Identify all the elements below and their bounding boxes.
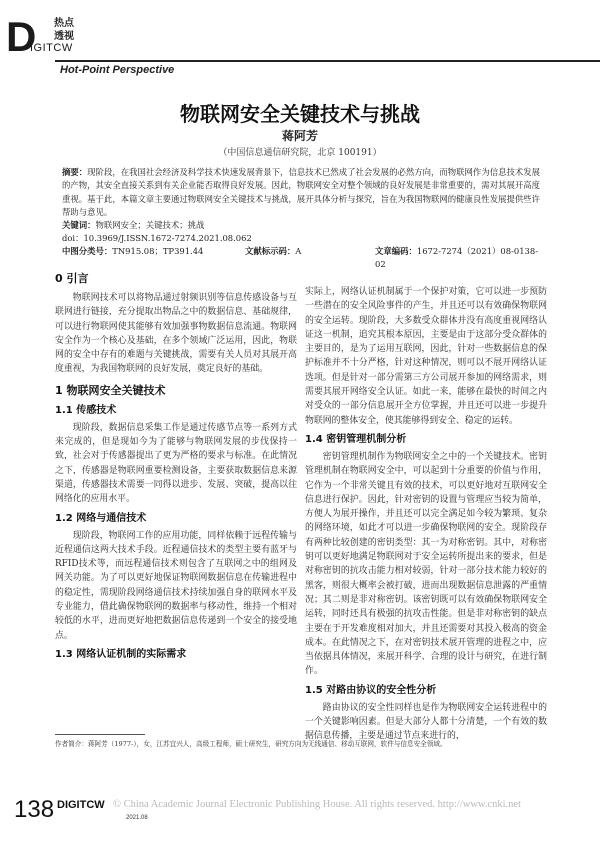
document-code-line (245, 245, 365, 258)
abstract (62, 166, 540, 220)
heading-introduction: 0 引言 (55, 272, 89, 285)
heading-1-3: 1.3 网络认证机制的实际需求 (55, 648, 187, 660)
document-code-label: 文献标示码： (245, 246, 296, 256)
footnote-rule (55, 734, 145, 735)
abstract-text: 现阶段，在我国社会经济及科学技术快速发展背景下，信息技术已然成了社会发展的必然方向，而物联网作为信息技术发展的产物，其安全直接关系到有关企业能否取得良好发展。因此，物联网安全对整个领域的良好发展是非常重要的，需对其展开高度重视。基于此，本篇文章主要通过物联网安全关键技术与挑战，展开具体分析与探究，旨在为我国物联网的健康良性发展提供些许帮助与意见。 (62, 167, 541, 218)
paragraph-introduction: 物联网技术可以将物品通过射频识别等信息传感设备与互联网进行链接，充分提取出物品之中的数据信息、基础规律，可以进行物联网使其能够有效加强事物数据信息流通。物联网安全作为一个核心及基础，在多个领域广泛运用，因此，物联网的安全中存有的难题与关键挑战，需要有关人员对其展开高度重视，为我国物联网的良好发展，奠定良好的基础。 (55, 293, 297, 375)
logo-initial: D (6, 13, 37, 60)
paragraph-1-4: 密钥管理机制作为物联网安全之中的一个关键技术。密钥管理机制在物联网安全中，可以起到十分重要的价值与作用，它作为一个非常关键且有效的技术，可以更好地对互联网安全信息进行保护。因此，针对密钥的设置与管理应当较为简单，方便人为展开操作，并且还可以完全满足如今较为繁琐、复杂的网络环境，如此才可以进一步确保物联网的安全。现阶段存有两种比较创建的密钥类型：其一为对称密钥。其中，对称密钥可以更好地满足物联网对于安全运转所提出来的要求，但是对称密钥的抗攻击能力相对较弱，针对一部分技术能力较好的黑客，则很大概率会被打破，进而出现数据信息泄露的严重情况；其二则是非对称密钥。该密钥既可以有效确保物联网安全运转，同时还具有极强的抗攻击性能。但是非对称密钥的缺点主要在于开发难度相对加大，并且还需要对其投入极高的资金成本。在此情况之下，在对密钥技术展开管理的进程之中，应当依据具体情况，来展开科学、合理的设计与研究，在进行制作。 (305, 451, 547, 677)
doi-line (62, 232, 540, 245)
paragraph-1-5: 路由协议的安全性同样也是作为物联网安全运转进程中的一个关键影响因素。但是大部分人都十分清楚，一个有效的数据信息传播，主要是通过节点来进行的， (305, 702, 547, 742)
heading-1-4: 1.4 密钥管理机制分析 (305, 433, 407, 445)
paragraph-1-3: 实际上，网络认证机制属于一个保护对策，它可以进一步预防一些潜在的安全风险事件的产生，并且还可以有效确保物联网的安全运转。现阶段，大多数受众群体并没有高度重视网络认证这一机制，追究其根本原因，主要是由于这部分受众群体的主要目的，是为了运用互联网，因此，针对一些数据信息的保护标准并不十分严格，针对这种情况，则可以不展开网络认证选项。但是针对一部分需第三方公司展开参加的网络需求，则需要其展开网络安全认证。如此一来，能够在最快的时间之内对受众的一部分信息展开全方位掌握，并且还可以进一步提升物联网的整体安全，使其能够得到安全、稳定的运转。 (305, 287, 547, 426)
footer-issue-date: 2021.08 (126, 815, 148, 821)
copyright-watermark: © China Academic Journal Electronic Publishing House. All rights reserved. http://www.cnki.net (113, 799, 521, 810)
section-label-line2: 透视 (54, 31, 74, 42)
doi-value: 10.3969/J.ISSN.1672-7274.2021.08.062 (83, 233, 252, 243)
clc-value: TN915.08；TP391.44 (112, 246, 204, 256)
footer-brand: DIGITCW (57, 799, 105, 811)
heading-section-1: 1 物联网安全关键技术 (55, 383, 166, 397)
section-label-line1: 热点 (54, 18, 74, 29)
doi-label: doi： (62, 233, 84, 243)
paragraph-1-1: 现阶段，数据信息采集工作是通过传感节点等一系列方式来完成的，但是现如今为了能够与物联网发展的步伐保持一致，社会对于传感器提出了更为严格的要求与标准。在此情况之下，传感器是物联网重要检测设备，主要获取数据信息来源渠道，传感器技术需要一同得以进步、发展、突破，提高以往网络化的应用水平。 (55, 422, 297, 505)
abstract-label: 摘要： (62, 167, 88, 177)
logo-wordmark: IGITCW (30, 42, 73, 54)
heading-1-5: 1.5 对路由协议的安全性分析 (305, 684, 437, 696)
heading-1-2: 1.2 网络与通信技术 (55, 512, 147, 524)
keywords-line (62, 219, 540, 232)
article-number-line (375, 245, 540, 272)
article-number-label: 文章编码： (375, 246, 417, 256)
left-column (55, 265, 297, 665)
right-column (305, 285, 547, 744)
author-footnote: 作者简介：蒋阿芳（1977-），女，江苏宜兴人，高级工程师，硕士研究生，研究方向为无线通信、移动互联网，软件与信息安全领域。 (55, 740, 447, 748)
heading-1-1: 1.1 传感技术 (55, 404, 117, 416)
article-number-value: 1672-7274（2021）08-0138-02 (375, 246, 539, 270)
keywords-label: 关键词： (62, 220, 96, 230)
article-title: 物联网安全关键技术与挑战 (180, 102, 420, 126)
section-label-english: Hot-Point Perspective (60, 64, 175, 76)
paragraph-1-2: 现阶段，物联网工作的应用功能，同样依赖于远程传输与近程通信这两大技术手段。近程通信技术的类型主要有蓝牙与RFID技术等，而远程通信技术则包含了互联网之中的组网及网关功能。为了可以更好地保证物联网数据信息在传输进程中的稳定性，需现阶段网络通信技术持续加强自身的联网水平及专业能力，借此确保物联网的数据率与移动性，维持一个相对较低的水平，进而更好地把数据信息传递到一个安全的接受地点。 (55, 530, 297, 641)
keywords: 物联网安全；关键技术；挑战 (95, 220, 205, 230)
author-affiliation: （中国信息通信研究院，北京 100191） (218, 148, 382, 158)
document-code-value: A (295, 246, 302, 256)
header-rule (55, 60, 600, 62)
page-number: 138 (14, 796, 55, 823)
clc-label: 中图分类号： (62, 246, 113, 256)
article-author: 蒋阿芳 (281, 129, 318, 143)
